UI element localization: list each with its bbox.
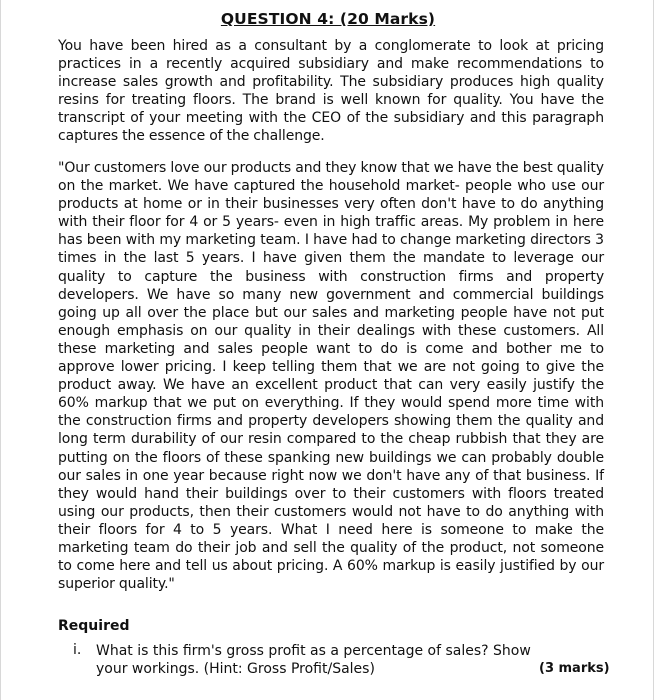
required-heading: Required [58, 618, 130, 634]
question-item-number: i. [73, 642, 82, 658]
intro-paragraph: You have been hired as a consultant by a conglomerate to look at pricing practices in a recently acquired subsidiary and make recommendations to increase sales growth and profitability. The subsidiary produces high quality resins for treating floors. The brand is well known for quality. You have the transcript of your meeting with the CEO of the subsidiary and this paragraph captures the essence of the challenge. [58, 38, 604, 145]
question-item-marks: (3 marks) [539, 661, 610, 676]
question-item-text: What is this firm's gross profit as a percentage of sales? Show your workings. (Hint: Gross Profit/Sales) [96, 643, 531, 677]
question-title: QUESTION 4: (20 Marks) [220, 10, 436, 28]
ceo-quote-paragraph: "Our customers love our products and they know that we have the best quality on the market. We have captured the household market- people who use our products at home or in their businesses very often don't have to do anything with their floor for 4 or 5 years- even in high traffic areas. My problem in here has been with my marketing team. I have had to change marketing directors 3 times in the last 5 years. I have given them the mandate to leverage our quality to capture the business with construction firms and property developers. We have so many new government and commercial buildings going up all over the place but our sales and marketing people have not put enough emphasis on our quality in their dealings with these customers. All these marketing and sales people want to do is come and bother me to approve lower pricing. I keep telling them that we are not going to give the product away. We have an excellent product that can very easily justify the 60% markup that we put on everything. If they would spend more time with the construction firms and property developers showing them the quality and long term durability of our resin compared to the cheap rubbish that they are putting on the floors of these spanking new buildings we can probably double our sales in one year because right now we don't have any of that business. If they would hand their buildings over to their customers with floors treated using our products, then their customers would not have to do anything with their floors for 4 to 5 years. What I need here is someone to make the marketing team do their job and sell the quality of the product, not someone to come here and tell us about pricing. A 60% markup is easily justified by our superior quality." [58, 160, 604, 593]
